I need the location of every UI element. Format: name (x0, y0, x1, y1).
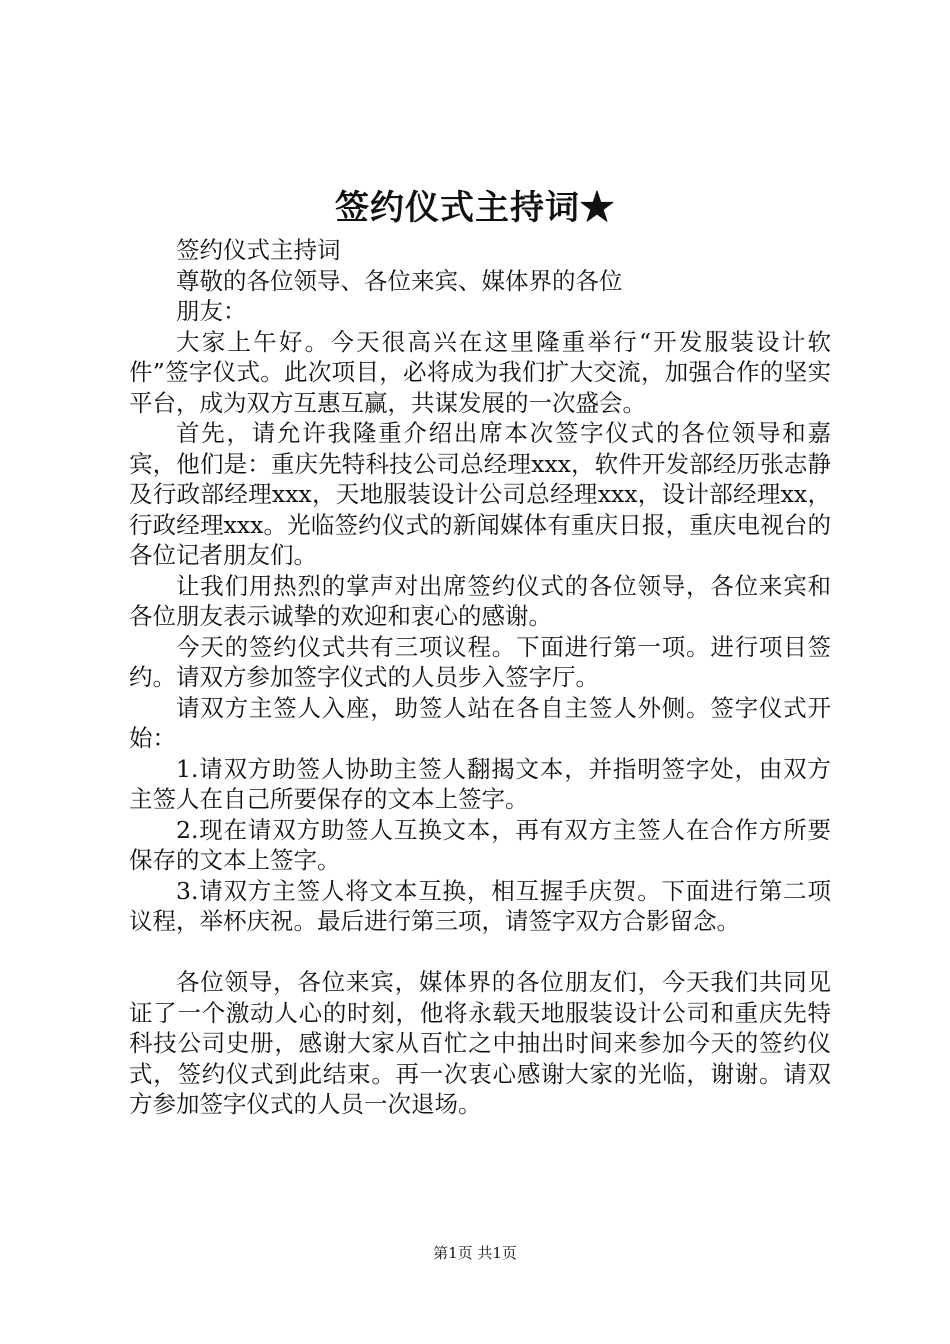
paragraph-spacer (129, 937, 831, 968)
paragraph: 大家上午好。今天很高兴在这里隆重举行“开发服装设计软件”签字仪式。此次项目，必将成为我们扩大交流，加强合作的坚实平台，成为双方互惠互赢，共谋发展的一次盛会。 (129, 327, 831, 417)
paragraph: 请双方主签人入座，助签人站在各自主签人外侧。签字仪式开始： (129, 693, 831, 752)
page-footer: 第1页 共1页 (433, 1244, 517, 1262)
paragraph: 今天的签约仪式共有三项议程。下面进行第一项。进行项目签约。请双方参加签字仪式的人员步入签字厅。 (129, 632, 831, 691)
paragraph: 尊敬的各位领导、各位来宾、媒体界的各位 (176, 266, 623, 295)
document-title: 签约仪式主持词★ (335, 188, 615, 228)
paragraph: 2.现在请双方助签人互换文本，再有双方主签人在合作方所要保存的文本上签字。 (129, 815, 831, 874)
paragraph: 各位领导，各位来宾，媒体界的各位朋友们，今天我们共同见证了一个激动人心的时刻，他将永载天地服装设计公司和重庆先特科技公司史册，感谢大家从百忙之中抽出时间来参加今天的签约仪式，签约仪式到此结束。再一次衷心感谢大家的光临，谢谢。请双方参加签字仪式的人员一次退场。 (129, 968, 831, 1118)
document-body (129, 235, 831, 1120)
paragraph: 首先，请允许我隆重介绍出席本次签字仪式的各位领导和嘉宾，他们是：重庆先特科技公司总经理xxx，软件开发部经历张志静及行政部经理xxx，天地服装设计公司总经理xxx，设计部经理xx，行政经理xxx。光临签约仪式的新闻媒体有重庆日报，重庆电视台的各位记者朋友们。 (129, 419, 831, 569)
paragraph: 朋友： (176, 297, 247, 325)
paragraph: 让我们用热烈的掌声对出席签约仪式的各位领导，各位来宾和各位朋友表示诚挚的欢迎和衷心的感谢。 (129, 571, 831, 630)
paragraph: 1.请双方助签人协助主签人翻揭文本，并指明签字处，由双方主签人在自己所要保存的文本上签字。 (129, 754, 831, 813)
paragraph: 签约仪式主持词 (176, 236, 341, 264)
paragraph: 3.请双方主签人将文本互换，相互握手庆贺。下面进行第二项议程，举杯庆祝。最后进行第三项，请签字双方合影留念。 (129, 876, 831, 935)
